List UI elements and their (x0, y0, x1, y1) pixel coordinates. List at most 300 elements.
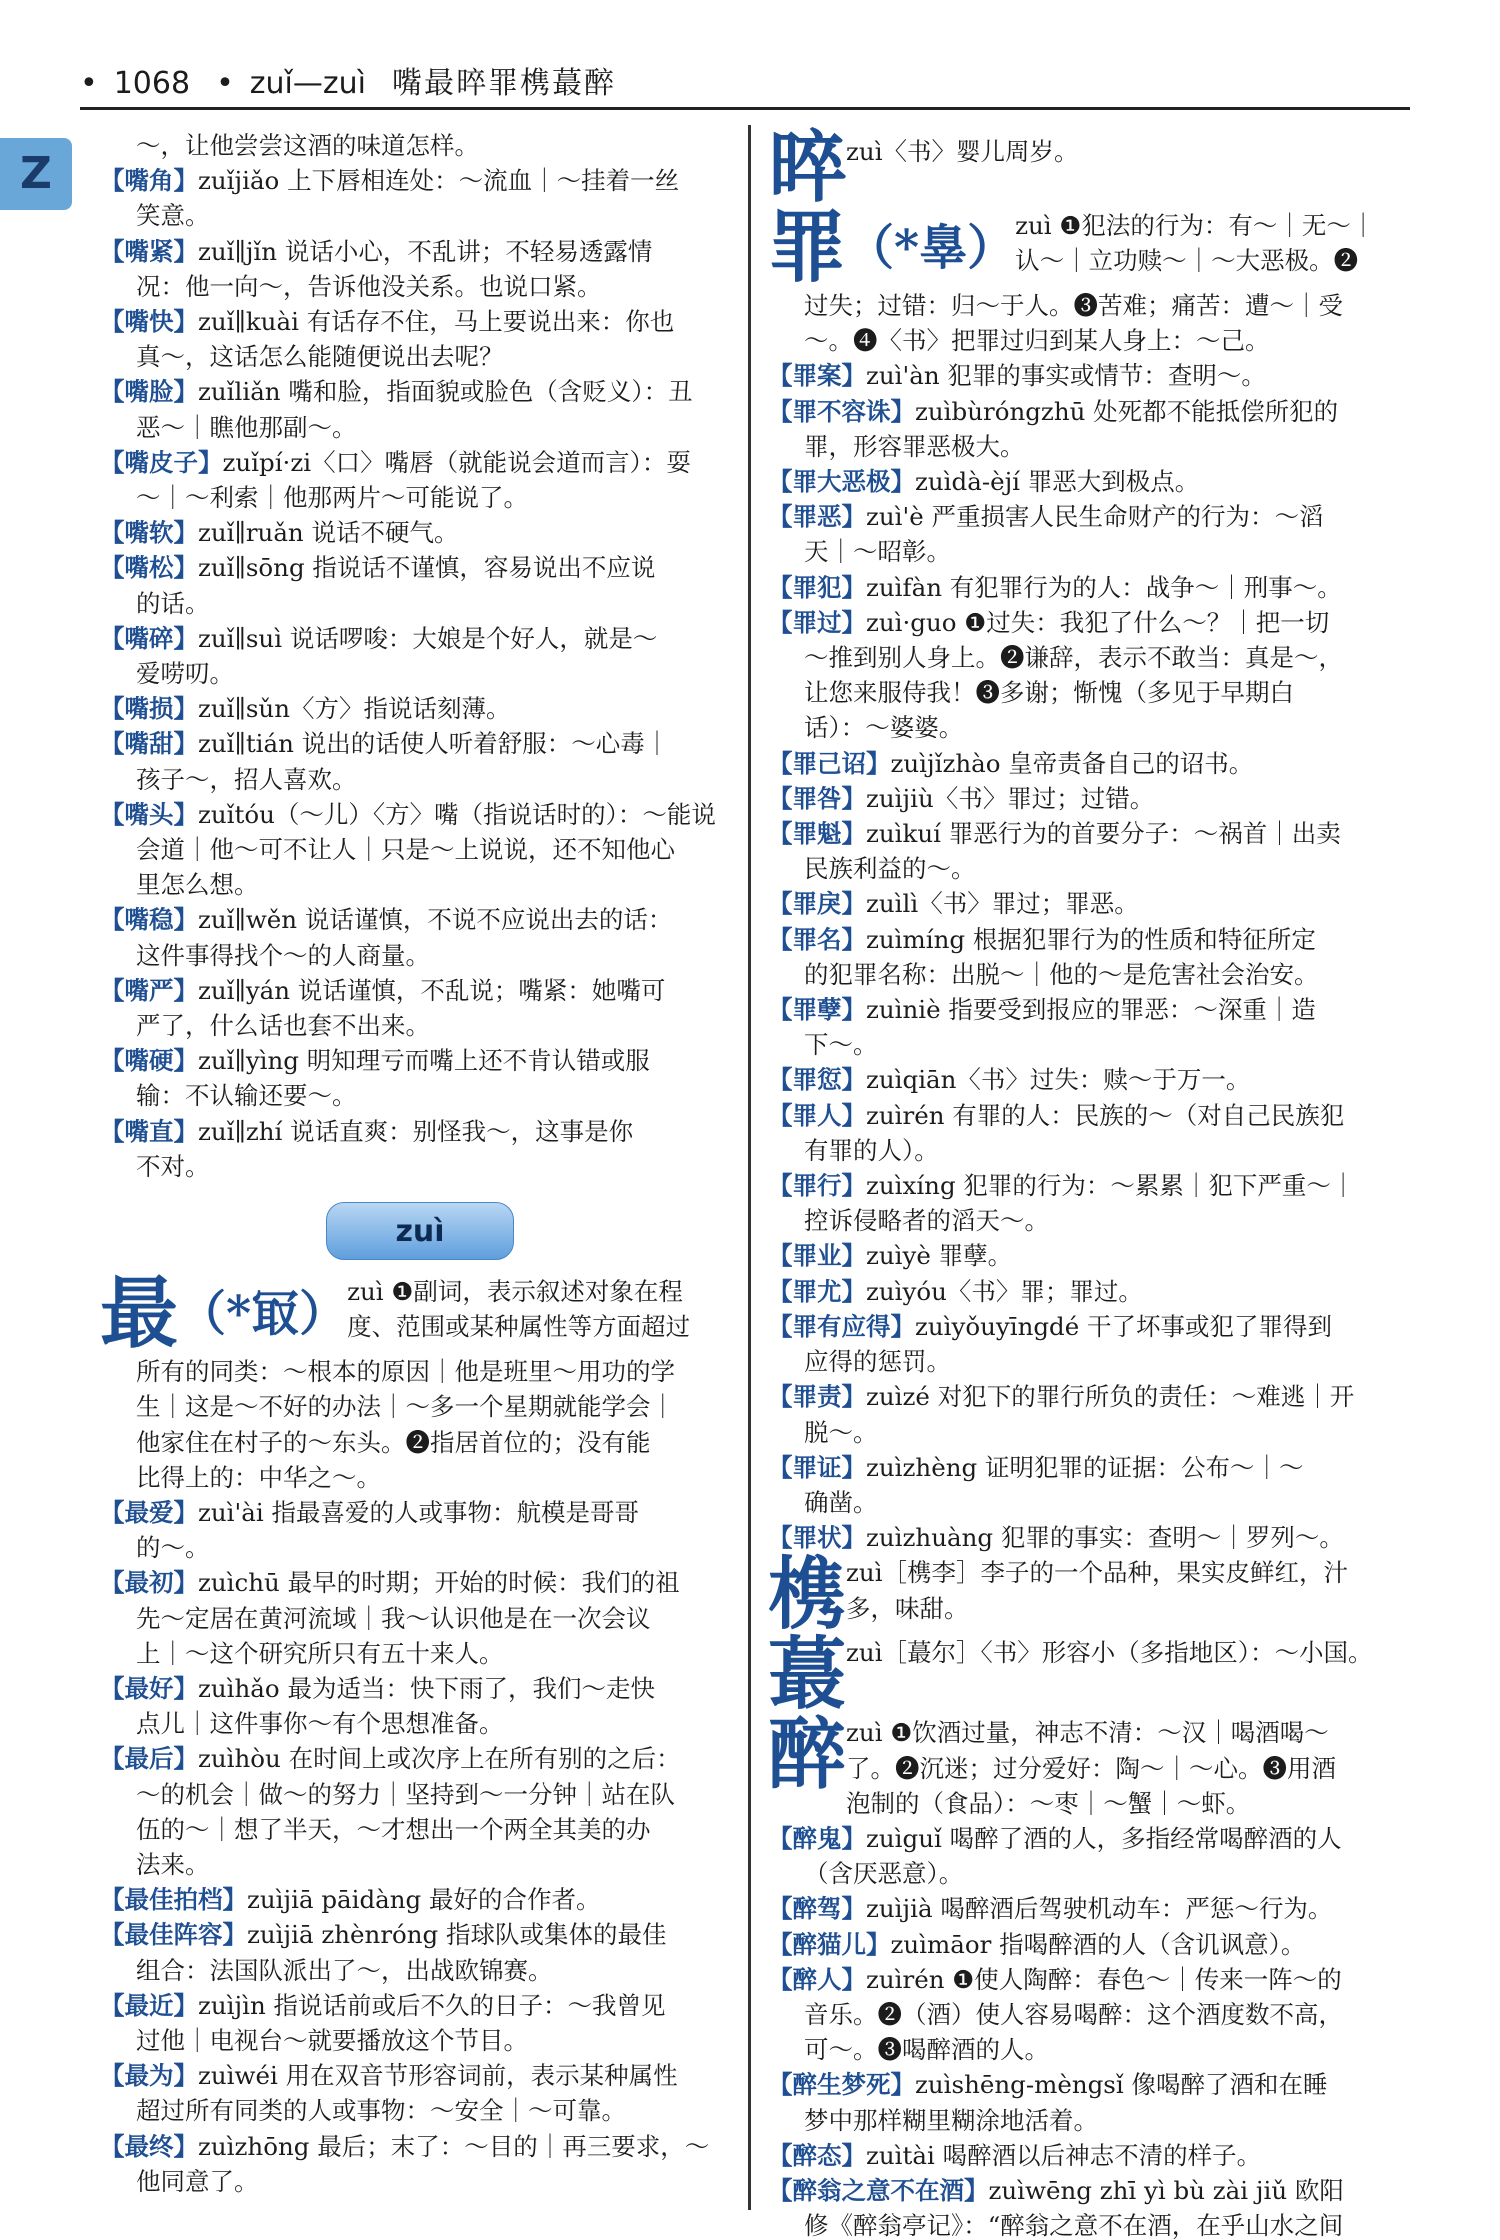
dictionary-entry (100, 1671, 740, 1741)
headword-zui-plum (768, 1549, 1408, 1641)
entry-headword: 【 罪人 】 (768, 1101, 866, 1130)
entry-first-line (100, 374, 740, 409)
zui-baby-def: zuì〈书〉婴儿周岁。 (846, 137, 1079, 166)
entry-text: 有罪的人）。 (804, 1135, 939, 1165)
entry-first-line (100, 2058, 740, 2093)
entry-text: zuìdà-èjí 罪恶大到极点。 (915, 467, 1200, 497)
entry-text: zuǐtóu（～儿）〈方〉嘴（指说话时的）：～能说 (198, 799, 716, 829)
dictionary-entry (100, 1565, 740, 1671)
dictionary-entry (100, 445, 740, 515)
entry-first-line (100, 1741, 740, 1776)
entry-continuation-line (100, 2093, 740, 2128)
entry-continuation-line (100, 339, 740, 374)
entry-first-line (768, 1238, 1408, 1273)
entry-continuation-line (100, 938, 740, 973)
entry-headword: 【 罪案 】 (768, 361, 866, 390)
entry-headword: 【 嘴头 】 (100, 800, 198, 829)
dictionary-entry (768, 2173, 1408, 2240)
entry-continuation-line (768, 957, 1408, 992)
entry-continuation-line (100, 1149, 740, 1184)
entry-headword: 【 罪魁 】 (768, 819, 866, 848)
dictionary-entry (100, 1988, 740, 2058)
header-bullet-right: • (216, 66, 234, 101)
entry-text: 会道｜他～可不让人｜只是～上说说，还不知他心 (136, 835, 675, 865)
entry-first-line (100, 973, 740, 1008)
entry-text: 罪，形容罪恶极大。 (804, 431, 1025, 461)
entry-continuation-line (768, 1415, 1408, 1450)
dictionary-entry (768, 2067, 1408, 2137)
dictionary-entry (768, 781, 1408, 816)
entry-first-line (768, 2138, 1408, 2173)
entry-text: zuìtài 喝醉酒以后神志不清的样子。 (866, 2140, 1262, 2170)
section-header (100, 1184, 740, 1274)
entry-text: zuìjìn 指说话前或后不久的日子：～我曾见 (198, 1990, 666, 2020)
entry-headword: 【 嘴碎 】 (100, 624, 198, 653)
entry-continuation-line (768, 2032, 1408, 2067)
entry-text: 爱唠叨。 (136, 659, 234, 689)
entry-headword: 【 最初 】 (100, 1568, 198, 1597)
entry-text: 真～，这话怎么能随便说出去呢？ (136, 342, 504, 372)
entry-continuation-line (100, 1636, 740, 1671)
entry-text: zuǐ∥sōng 指说话不谨慎，容易说出不应说 (198, 553, 656, 583)
entry-text: zuǐ∥tián 说出的话使人听着舒服：～心毒｜ (198, 729, 670, 759)
entry-text: 可～。❸喝醉酒的人。 (804, 2035, 1049, 2065)
entry-continuation-line (100, 586, 740, 621)
dictionary-entry (768, 1274, 1408, 1309)
dictionary-entry (768, 1379, 1408, 1449)
page-number: 1068 (113, 66, 191, 101)
entry-first-line (768, 570, 1408, 605)
entry-first-line (768, 1379, 1408, 1414)
entry-text: ～推到别人身上。❷谦辞，表示不敢当：真是～， (804, 643, 1343, 673)
dictionary-entry (100, 234, 740, 304)
dictionary-entry (100, 374, 740, 444)
dictionary-entry (768, 464, 1408, 499)
entry-headword: 【 嘴甜 】 (100, 729, 198, 758)
dictionary-entry (100, 515, 740, 550)
entry-text: 脱～。 (804, 1417, 878, 1447)
entry-first-line (768, 746, 1408, 781)
entry-text: 他同意了。 (136, 2166, 259, 2196)
entry-text: 话）：～婆婆。 (804, 713, 964, 743)
right-column (768, 122, 1408, 2240)
entry-headword: 【 嘴硬 】 (100, 1046, 198, 1075)
entry-text: 上｜～这个研究所只有五十来人。 (136, 1638, 504, 1668)
big-char-drunk: 醉 (768, 1709, 847, 1801)
entry-text: zuǐ∥zhí 说话直爽：别怪我～，这事是你 (198, 1116, 634, 1146)
entry-first-line (100, 1988, 740, 2023)
entry-text: 的话。 (136, 588, 210, 618)
entry-text: zuìbùróngzhū 处死都不能抵偿所犯的 (915, 396, 1339, 426)
entry-first-line (768, 992, 1408, 1027)
entry-first-line (768, 1450, 1408, 1485)
dictionary-entry (768, 1450, 1408, 1520)
entry-text: 天｜～昭彰。 (804, 537, 951, 567)
page-header (80, 58, 1410, 110)
left-entries-zui4 (100, 1495, 740, 2199)
entry-continuation-line (768, 1485, 1408, 1520)
entry-text: zuìguǐ 喝醉了酒的人，多指经常喝醉酒的人 (866, 1823, 1342, 1853)
dictionary-entry (768, 1891, 1408, 1926)
entry-first-line (100, 621, 740, 656)
zui-def-rest: 所有的同类：～根本的原因｜他是班里～用功的学 生｜这是～不好的办法｜～多一个星期就能学会｜ 他家住在村子的～东头。❷指居首位的；没有能 比得上的：中华之～。 (136, 1357, 675, 1492)
big-char-zui-baby: 晬 (768, 122, 847, 213)
entry-headword: 【 罪孽 】 (768, 995, 866, 1024)
entry-first-line (100, 515, 740, 550)
dictionary-entry (100, 621, 740, 691)
entry-continuation-line (768, 534, 1408, 569)
entry-headword: 【 醉鬼 】 (768, 1824, 866, 1853)
crime-def-rest: 过失；过错：归～于人。❸苦难；痛苦：遭～｜受 ～。❹〈书〉把罪过归到某人身上：～己。 (804, 291, 1343, 356)
entry-headword: 【 醉翁之意不在酒 】 (768, 2176, 989, 2205)
entry-text: 况：他一向～，告诉他没关系。也说口紧。 (136, 271, 602, 301)
entry-text: zuìzhōng 最后；末了：～目的｜再三要求，～ (198, 2131, 710, 2161)
entry-text: zuìwēng zhī yì bù zài jiǔ 欧阳 (988, 2175, 1344, 2205)
entry-continuation-line (768, 429, 1408, 464)
big-char-plum: 槜 (768, 1549, 847, 1641)
entry-first-line (768, 1962, 1408, 1997)
entry-headword: 【 最近 】 (100, 1991, 198, 2020)
entry-headword: 【 最佳拍档 】 (100, 1885, 247, 1914)
entry-continuation-line (100, 762, 740, 797)
entry-continuation-line (100, 1847, 740, 1882)
header-chars: 嘴最晬罪槜蕞醉 (391, 66, 616, 101)
dictionary-entry (100, 902, 740, 972)
entry-headword: 【 罪行 】 (768, 1171, 866, 1200)
entry-headword: 【 罪愆 】 (768, 1065, 866, 1094)
dictionary-entry (100, 304, 740, 374)
entry-continuation-line (100, 1008, 740, 1043)
entry-headword: 【 罪状 】 (768, 1523, 866, 1552)
entry-first-line (768, 2067, 1408, 2102)
entry-text: zuìzé 对犯下的罪行所负的责任：～难逃｜开 (866, 1382, 1355, 1412)
entry-text: zuǐ∥sǔn〈方〉指说话刻薄。 (198, 694, 511, 724)
entry-text: 确凿。 (804, 1487, 878, 1517)
entry-first-line (100, 2129, 740, 2164)
entry-text: zuìqiān〈书〉过失：赎～于万一。 (866, 1065, 1251, 1095)
entry-continuation-line (768, 1027, 1408, 1062)
entry-headword: 【 最后 】 (100, 1744, 198, 1773)
crime-def-head: zuì ❶犯法的行为：有～｜无～｜ 认～｜立功赎～｜～大恶极。❷ (1015, 211, 1376, 276)
entry-continuation-line (100, 1953, 740, 1988)
entry-first-line (768, 1274, 1408, 1309)
dictionary-entry (100, 550, 740, 620)
entry-headword: 【 嘴快 】 (100, 307, 198, 336)
dictionary-entry (100, 726, 740, 796)
entry-text: zuìjiù〈书〉罪过；过错。 (866, 783, 1155, 813)
entry-continuation-line (768, 1203, 1408, 1238)
entry-text: 里怎么想。 (136, 870, 259, 900)
entry-continuation-line (100, 2164, 740, 2199)
entry-headword: 【 嘴紧 】 (100, 237, 198, 266)
entry-text: 超过所有同类的人或事物：～安全｜～可靠。 (136, 2096, 626, 2126)
dictionary-entry (768, 992, 1408, 1062)
entry-continuation-line (100, 1601, 740, 1636)
entry-text: zuìhǎo 最为适当：快下雨了，我们～走快 (198, 1673, 655, 1703)
entry-text: zuìyǒuyīngdé 干了坏事或犯了罪得到 (915, 1311, 1333, 1341)
entry-continuation-line (768, 2103, 1408, 2138)
entry-continuation-line (100, 867, 740, 902)
header-bullet-left: • (80, 66, 98, 101)
entry-text: zuǐjiǎo 上下唇相连处：～流血｜～挂着一丝 (198, 166, 680, 196)
entry-headword: 【 醉人 】 (768, 1965, 866, 1994)
entry-continuation-line (768, 1997, 1408, 2032)
entry-headword: 【 嘴角 】 (100, 166, 198, 195)
entry-text: 法来。 (136, 1849, 210, 1879)
entry-first-line (100, 1671, 740, 1706)
entry-first-line (768, 1927, 1408, 1962)
dictionary-entry (768, 1168, 1408, 1238)
entry-text: zuìjiā zhènróng 指球队或集体的最佳 (247, 1920, 667, 1950)
entry-text: zuìwéi 用在双音节形容词前，表示某种属性 (198, 2061, 678, 2091)
entry-headword: 【 嘴严 】 (100, 976, 198, 1005)
dictionary-entry (768, 816, 1408, 886)
entry-text: zuìyè 罪孽。 (866, 1241, 1013, 1271)
entry-continuation-line (768, 640, 1408, 675)
entry-text: zuì'ài 指最喜爱的人或事物：航模是哥哥 (198, 1497, 639, 1527)
entry-continuation-line (100, 410, 740, 445)
entry-headword: 【 最好 】 (100, 1674, 198, 1703)
entry-text: zuìmāor 指喝醉酒的人（含讥讽意）。 (890, 1929, 1306, 1959)
entry-first-line (768, 1520, 1408, 1555)
entry-text: 先～定居在黄河流域｜我～认识他是在一次会议 (136, 1603, 651, 1633)
entry-headword: 【 醉猫儿 】 (768, 1930, 891, 1959)
entry-first-line (100, 550, 740, 585)
entry-first-line (100, 1882, 740, 1917)
dictionary-entry (100, 163, 740, 233)
big-char-zui: 最 (100, 1268, 179, 1360)
entry-first-line (768, 1062, 1408, 1097)
entry-headword: 【 嘴直 】 (100, 1117, 198, 1146)
entry-text: zuìniè 指要受到报应的罪恶：～深重｜造 (866, 995, 1316, 1025)
dictionary-entry (100, 797, 740, 903)
entry-first-line (768, 499, 1408, 534)
entry-text: zuìjǐzhào 皇帝责备自己的诏书。 (890, 748, 1254, 778)
entry-continuation-line (100, 656, 740, 691)
dictionary-entry (768, 1098, 1408, 1168)
plum-def: zuì［槜李］李子的一个品种，果实皮鲜红，汁 多，味甜。 (846, 1558, 1349, 1623)
entry-text: zuǐ∥ruǎn 说话不硬气。 (198, 518, 459, 548)
entry-first-line (100, 691, 740, 726)
entry-headword: 【 罪责 】 (768, 1382, 866, 1411)
entry-text: 下～。 (804, 1030, 878, 1060)
headword-zui-drunk (768, 1709, 1408, 1821)
dictionary-entry (768, 358, 1408, 393)
headword-zui-baby (768, 122, 1408, 213)
dictionary-entry (768, 394, 1408, 464)
entry-continuation-line (768, 1133, 1408, 1168)
entry-headword: 【 罪己诏 】 (768, 749, 891, 778)
dictionary-entry (768, 499, 1408, 569)
big-char-crime: 罪 (768, 202, 847, 293)
entry-headword: 【 最终 】 (100, 2132, 198, 2161)
entry-first-line (100, 797, 740, 832)
entry-continuation-line (100, 198, 740, 233)
entry-continuation-line (100, 1777, 740, 1812)
entry-headword: 【 最佳阵容 】 (100, 1920, 247, 1949)
entry-first-line (768, 2173, 1408, 2208)
dictionary-entry (768, 746, 1408, 781)
entry-text: ～的机会｜做～的努力｜坚持到～一分钟｜站在队 (136, 1779, 675, 1809)
entry-text: zuǐ∥yìng 明知理亏而嘴上还不肯认错或服 (198, 1046, 650, 1076)
entry-text: zuìyóu〈书〉罪；罪过。 (866, 1276, 1143, 1306)
entry-headword: 【 罪犯 】 (768, 573, 866, 602)
entry-text: 伍的～｜想了半天，～才想出一个两全其美的办 (136, 1814, 651, 1844)
entry-text: 严了，什么话也套不出来。 (136, 1011, 430, 1041)
entry-headword: 【 罪业 】 (768, 1241, 866, 1270)
right-entries-drunk (768, 1821, 1408, 2240)
entry-text: zuìlì〈书〉罪过；罪恶。 (866, 889, 1139, 919)
entry-first-line (768, 1098, 1408, 1133)
entry-text: zuìhòu 在时间上或次序上在所有别的之后： (198, 1744, 681, 1774)
entry-text: zuìzhèng 证明犯罪的证据：公布～｜～ (866, 1452, 1304, 1482)
entry-first-line (100, 902, 740, 937)
dictionary-entry (100, 2129, 740, 2199)
entry-headword: 【 罪恶 】 (768, 502, 866, 531)
headword-zui-zuizui (100, 1268, 740, 1360)
entry-text: 音乐。❷（酒）使人容易喝醉：这个酒度数不高， (804, 1999, 1343, 2029)
dictionary-entry (768, 1062, 1408, 1097)
entry-first-line (100, 304, 740, 339)
entry-first-line (768, 1821, 1408, 1856)
entry-text: zuì'è 严重损害人民生命财产的行为：～滔 (866, 502, 1324, 532)
entry-first-line (100, 163, 740, 198)
dictionary-entry (768, 1520, 1408, 1555)
entry-text: zuìkuí 罪恶行为的首要分子：～祸首｜出卖 (866, 819, 1341, 849)
dictionary-entry (100, 973, 740, 1043)
entry-headword: 【 罪咎 】 (768, 784, 866, 813)
entry-text: 组合：法国队派出了～，出战欧锦赛。 (136, 1955, 553, 1985)
dictionary-entry (768, 570, 1408, 605)
entry-headword: 【 醉生梦死 】 (768, 2070, 915, 2099)
entry-text: 输：不认输还要～。 (136, 1081, 357, 1111)
continuation-text: ～，让他尝尝这酒的味道怎样。 (136, 131, 479, 160)
entry-text: 的～。 (136, 1533, 210, 1563)
big-char-small: 蕞 (768, 1629, 847, 1721)
entry-headword: 【 罪证 】 (768, 1453, 866, 1482)
entry-text: zuǐ∥yán 说话谨慎，不乱说；嘴紧：她嘴可 (198, 975, 666, 1005)
entry-first-line (100, 1565, 740, 1600)
entry-headword: 【 罪有应得 】 (768, 1312, 915, 1341)
entry-first-line (768, 605, 1408, 640)
small-def: zuì［蕞尔］〈书〉形容小（多指地区）：～小国。 (846, 1638, 1373, 1668)
variant-char: （*冣） (178, 1286, 348, 1343)
entry-headword: 【 嘴稳 】 (100, 905, 198, 934)
entry-text: zuìshēng-mèngsǐ 像喝醉了酒和在睡 (915, 2070, 1328, 2100)
entry-headword: 【 醉态 】 (768, 2141, 866, 2170)
dictionary-entry (100, 1043, 740, 1113)
dictionary-entry (100, 1917, 740, 1987)
entry-first-line (768, 1309, 1408, 1344)
entry-headword: 【 嘴松 】 (100, 553, 198, 582)
entry-first-line (768, 781, 1408, 816)
zui-def-head: zuì ❶副词，表示叙述对象在程 度、范围或某种属性等方面超过 (347, 1277, 691, 1342)
entry-continuation-line (100, 1078, 740, 1113)
variant-char-crime: （*辠） (846, 220, 1016, 276)
entry-text: 控诉侵略者的滔天～。 (804, 1206, 1049, 1236)
entry-first-line (100, 1495, 740, 1530)
entry-text: zuìfàn 有犯罪行为的人：战争～｜刑事～。 (866, 572, 1342, 602)
dictionary-entry (768, 2138, 1408, 2173)
entry-text: zuìjiā pāidàng 最好的合作者。 (247, 1885, 601, 1915)
left-column (100, 128, 740, 2199)
entry-text: zuì'àn 犯罪的事实或情节：查明～。 (866, 361, 1266, 391)
entry-text: （含厌恶意）。 (804, 1859, 964, 1889)
entry-text: zuìzhuàng 犯罪的事实：查明～｜罗列～。 (866, 1523, 1344, 1553)
entry-text: zuǐ∥kuài 有话存不住，马上要说出来：你也 (198, 307, 675, 337)
header-pinyin: zuǐ—zuì (249, 66, 366, 101)
dictionary-entry (768, 605, 1408, 746)
headword-zui-crime (768, 202, 1408, 293)
entry-text: 不对。 (136, 1151, 210, 1181)
dictionary-entry (768, 1238, 1408, 1273)
entry-text: zuìrén ❶使人陶醉：春色～｜传来一阵～的 (866, 1964, 1342, 1994)
entry-first-line (768, 922, 1408, 957)
entry-headword: 【 罪尤 】 (768, 1277, 866, 1306)
dictionary-entry (768, 1821, 1408, 1891)
entry-headword: 【 嘴损 】 (100, 694, 198, 723)
entry-headword: 【 嘴脸 】 (100, 377, 198, 406)
entry-text: zuì·guo ❶过失：我犯了什么～？｜把一切 (866, 607, 1330, 637)
dictionary-entry (100, 1882, 740, 1917)
entry-text: 民族利益的～。 (804, 854, 976, 884)
entry-text: 笑意。 (136, 201, 210, 231)
entry-headword: 【 醉驾 】 (768, 1894, 866, 1923)
entry-headword: 【 嘴软 】 (100, 518, 198, 547)
entry-headword: 【 罪名 】 (768, 925, 866, 954)
entry-text: 点儿｜这件事你～有个思想准备。 (136, 1709, 504, 1739)
column-divider (748, 125, 751, 2210)
entry-first-line (100, 1043, 740, 1078)
letter-tab[interactable]: Z (0, 138, 72, 210)
entry-continuation-line (100, 480, 740, 515)
entry-first-line (768, 358, 1408, 393)
entry-continuation-line (768, 851, 1408, 886)
entry-text: zuǐ∥suì 说话啰唆：大娘是个好人，就是～ (198, 623, 658, 653)
entry-text: zuìmíng 根据犯罪行为的性质和特征所定 (866, 924, 1316, 954)
entry-headword: 【 最为 】 (100, 2061, 198, 2090)
entry-first-line (100, 445, 740, 480)
left-entries-zui3 (100, 163, 740, 1184)
entry-continuation-line (100, 1812, 740, 1847)
entry-headword: 【 罪不容诛 】 (768, 397, 915, 426)
entry-first-line (768, 464, 1408, 499)
entry-first-line (100, 1114, 740, 1149)
entry-first-line (100, 726, 740, 761)
entry-continuation-line (100, 269, 740, 304)
headword-zui-small (768, 1629, 1408, 1721)
entry-headword: 【 罪过 】 (768, 608, 866, 637)
entry-headword: 【 最爱 】 (100, 1498, 198, 1527)
dictionary-entry (100, 1114, 740, 1184)
entry-first-line (100, 1917, 740, 1952)
entry-continuation-line (100, 1706, 740, 1741)
dictionary-entry (768, 1927, 1408, 1962)
entry-text: zuìchū 最早的时期；开始的时候：我们的祖 (198, 1568, 680, 1598)
entry-text: 恶～｜瞧他那副～。 (136, 412, 357, 442)
entry-text: 的犯罪名称：出脱～｜他的～是危害社会治安。 (804, 959, 1319, 989)
right-entries-crime (768, 358, 1408, 1555)
entry-continuation-line (100, 2023, 740, 2058)
entry-text: 让您来服侍我！❸多谢；惭愧（多见于早期白 (804, 678, 1294, 708)
drunk-def: zuì ❶饮酒过量，神志不清：～汉｜喝酒喝～ 了。❷沉迷；过分爱好：陶～｜～心。❸用酒 泡制的（食品）：～枣｜～蟹｜～虾。 (846, 1718, 1337, 1818)
entry-text: 修《醉翁亭记》：“醉翁之意不在酒，在乎山水之间 (804, 2211, 1344, 2240)
entry-continuation-line (100, 1530, 740, 1565)
entry-text: zuǐpí·zi〈口〉嘴唇（就能说会道而言）：耍 (222, 447, 691, 477)
entry-text: 应得的惩罚。 (804, 1347, 951, 1377)
entry-text: ～｜～利索｜他那两片～可能说了。 (136, 483, 528, 513)
entry-continuation-line (768, 675, 1408, 710)
